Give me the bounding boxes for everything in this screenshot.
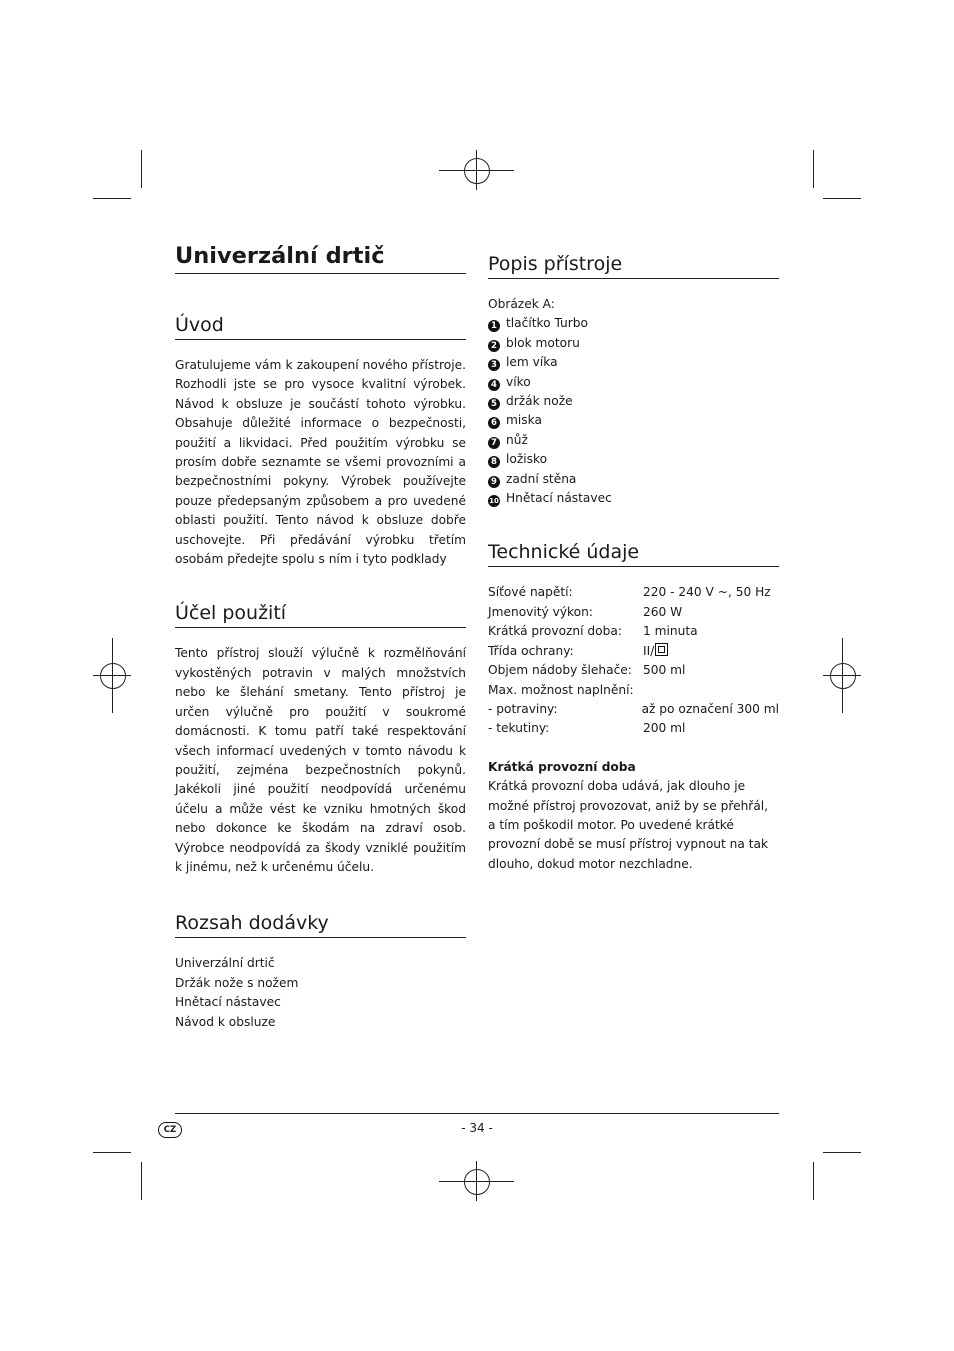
number-6-icon: 6 <box>488 417 500 429</box>
list-item: 9 zadní stěna <box>488 470 779 489</box>
number-9-icon: 9 <box>488 476 500 488</box>
table-row: - tekutiny: 200 ml <box>488 721 686 736</box>
list-item: 1 tlačítko Turbo <box>488 314 779 333</box>
table-row: Třída ochrany: II/ <box>488 642 779 661</box>
list-item: 4 víko <box>488 373 779 392</box>
specs-table <box>488 583 779 738</box>
description-heading: Popis přístroje <box>488 250 779 279</box>
protection-class-ii-icon <box>655 643 668 656</box>
intro-text: Gratulujeme vám k zakoupení nového přístroje. Rozhodli jste se pro vysoce kvalitní výrobek. Návod k obsluze je součástí tohoto výrobku. Obsahuje důležité informace o bezpečnosti, použití a likvidaci. Před použitím výrobku se prosím dobře seznamte se všemi provozními a bezpečnostními pokyny. Výrobek používejte pouze předepsaným způsobem a pro uvedené oblasti použití. Tento návod k obsluze dobře uschovejte. Při předávání výrobku třetím osobám předejte spolu s ním i tyto podklady <box>175 358 466 567</box>
delivery-heading: Rozsah dodávky <box>175 909 466 938</box>
figure-label: Obrázek A: <box>488 297 555 311</box>
number-3-icon: 3 <box>488 359 500 371</box>
number-8-icon: 8 <box>488 456 500 468</box>
left-column <box>175 240 466 1032</box>
table-row: - potraviny: až po označení 300 ml <box>488 701 779 716</box>
specs-heading: Technické údaje <box>488 538 779 567</box>
list-item: Návod k obsluze <box>175 1014 276 1029</box>
list-item: Držák nože s nožem <box>175 975 299 990</box>
right-column <box>488 250 779 874</box>
number-7-icon: 7 <box>488 437 500 449</box>
purpose-text: Tento přístroj slouží výlučně k rozmělňování vykostěných potravin v malých množstvích nebo ke šlehání smetany. Tento přístroj je určen výlučně pro použití v soukromé domácnosti. K tomu patří také respektování všech informací uvedených v tomto návodu k použití, zejména bezpečnostních pokynů. Jakékoli jiné použití neodpovídá určenému účelu a může vést ke vzniku hmotných škod nebo dokonce ke škodám na zdraví osob. Výrobce neodpovídá za škody vzniklé použitím k jinému, než k určenému účelu. <box>175 646 466 874</box>
page-number: - 34 - <box>461 1121 493 1135</box>
number-2-icon: 2 <box>488 340 500 352</box>
list-item: Hnětací nástavec <box>175 995 281 1010</box>
page-title: Univerzální drtič <box>175 240 466 274</box>
short-operation-text: Krátká provozní doba udává, jak dlouho je možné přístroj provozovat, aniž by se přehřál, a tím poškodil motor. Po uvedené krátké provozní době se musí přístroj vypnout na tak dlouho, dokud motor nezchladne. <box>488 779 769 871</box>
list-item: 7 nůž <box>488 431 779 450</box>
number-10-icon: 10 <box>489 497 499 506</box>
short-operation-heading: Krátká provozní doba <box>488 759 636 774</box>
table-row: Síťové napětí: 220 - 240 V ~, 50 Hz <box>488 585 771 600</box>
purpose-heading: Účel použití <box>175 599 466 628</box>
table-row: Objem nádoby šlehače: 500 ml <box>488 663 686 678</box>
list-item: 6 miska <box>488 411 779 430</box>
table-row: Krátká provozní doba: 1 minuta <box>488 624 698 639</box>
list-item: 5 držák nože <box>488 392 779 411</box>
table-row: Jmenovitý výkon: 260 W <box>488 604 683 619</box>
parts-list <box>488 295 779 508</box>
list-item: 10 Hnětací nástavec <box>489 491 612 506</box>
list-item: 8 ložisko <box>488 450 779 469</box>
footer-rule <box>175 1113 779 1114</box>
list-item: 3 lem víka <box>488 353 779 372</box>
list-item: Univerzální drtič <box>175 956 275 971</box>
intro-heading: Úvod <box>175 311 466 340</box>
number-5-icon: 5 <box>488 398 500 410</box>
delivery-list <box>175 954 466 1032</box>
list-item: 2 blok motoru <box>488 334 779 353</box>
table-row: Max. možnost naplnění: <box>488 682 634 697</box>
language-badge: CZ <box>158 1122 182 1138</box>
number-4-icon: 4 <box>488 379 500 391</box>
number-1-icon: 1 <box>488 320 500 332</box>
